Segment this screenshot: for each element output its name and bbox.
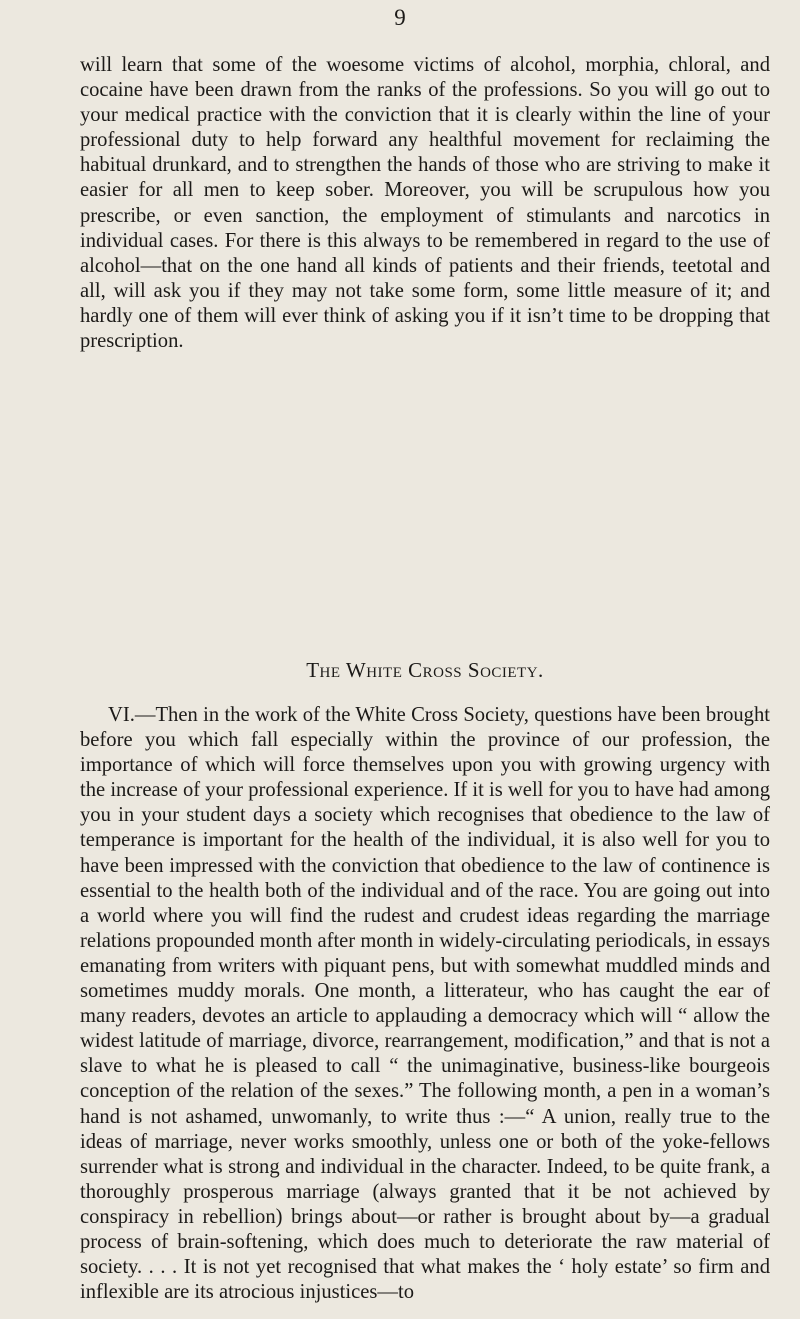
paragraph-text: VI.—Then in the work of the White Cross Society, questions have been brought before you which fall especially within the province of our profession, the importance of which will force themselves upon you with growing urgency with the increase of your professional experience. If it is well for you to have had among you in your student days a society which recognises that obedience to the law of temperance is important for the health of the individual, it is also well for you to have been impressed with the conviction that obedience to the law of continence is essential to the health both of the individual and of the race. You are going out into a world where you will find the rudest and crudest ideas regarding the marriage relations propounded month after month in widely-circulating periodicals, in essays emanating from writers with piquant pens, but with somewhat muddled minds and sometimes muddy morals. One month, a litterateur, who has caught the ear of many readers, devotes an article to applauding a democracy which will “ allow the widest latitude of marriage, divorce, rearrangement, modification,” and that is not a slave to what he is pleased to call “ the unimaginative, business-like bourgeois conception of the relation of the sexes.” The following month, a pen in a woman’s hand is not ashamed, unwomanly, to write thus :—“ A union, really true to the ideas of marriage, never works smoothly, unless one or both of the yoke-fellows surrender what is strong and individual in the character. Indeed, to be quite frank, a thoroughly prosperous marriage (always granted that it be not achieved by conspiracy in rebellion) brings about—or rather is brought about by—a gradual process of brain-softening, which does much to deteriorate the raw material of society. . . . It is not yet recognised that what makes the ‘ holy estate’ so firm and inflexible are its atrocious injustices—to <box>80 704 770 1304</box>
section-heading: The White Cross Society. <box>306 658 544 682</box>
body-paragraph-2 <box>80 703 770 1305</box>
body-paragraph-1 <box>80 53 770 354</box>
paragraph-text: will learn that some of the woesome victims of alcohol, morphia, chloral, and cocaine have been drawn from the ranks of the professions. So you will go out to your medical practice with the conviction that it is clearly within the line of your professional duty to help forward any healthful movement for reclaiming the habitual drunkard, and to strengthen the hands of those who are striving to make it easier for all men to keep sober. Moreover, you will be scrupulous how you prescribe, or even sanction, the employment of stimulants and narcotics in individual cases. For there is this always to be remembered in regard to the use of alcohol—that on the one hand all kinds of patients and their friends, teetotal and all, will ask you if they may not take some form, some little measure of it; and hardly one of them will ever think of asking you if it isn’t time to be dropping that prescription. <box>80 54 770 353</box>
page-number: 9 <box>394 5 406 30</box>
